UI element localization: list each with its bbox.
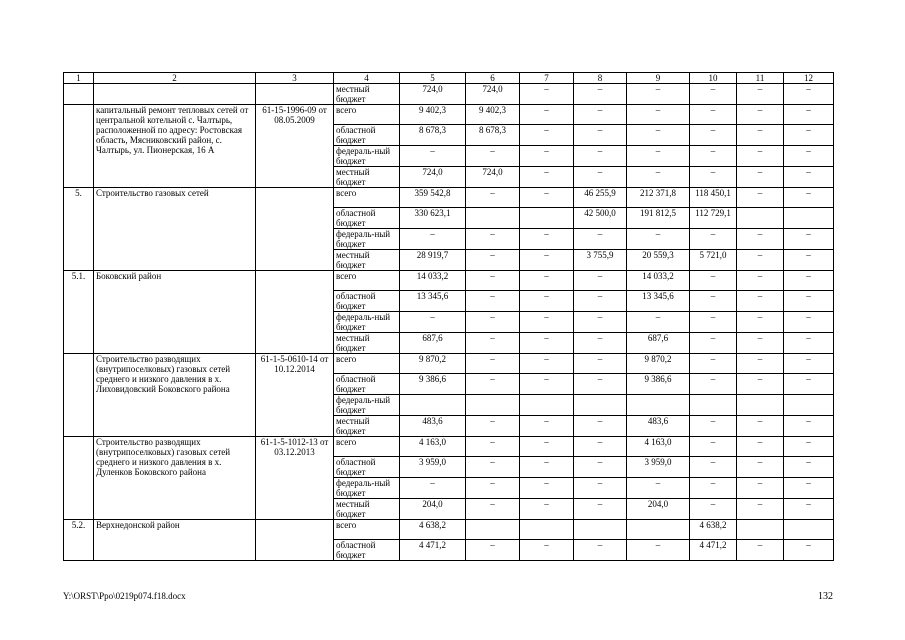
value-cell: – [466, 291, 520, 312]
value-cell [627, 520, 690, 540]
value-cell: – [784, 250, 834, 271]
value-cell: – [466, 499, 520, 520]
value-cell: – [574, 333, 627, 354]
header-row [64, 73, 834, 84]
value-cell: – [520, 271, 574, 291]
budget-type: областной бюджет [334, 540, 400, 561]
table-row [64, 520, 834, 540]
item-name: капитальный ремонт тепловых сетей от центральной котельной с. Чалтырь, расположенной по адресу: Ростовская область, Мясниковский район, с. Чалтырь, ул. Пионерская, 16 А [94, 105, 256, 188]
value-cell: 46 255,9 [574, 188, 627, 208]
value-cell: 42 500,0 [574, 208, 627, 229]
column-header: 8 [574, 73, 627, 84]
value-cell: – [690, 416, 737, 437]
value-cell [784, 208, 834, 229]
value-cell: – [627, 478, 690, 499]
value-cell: 112 729,1 [690, 208, 737, 229]
value-cell: – [520, 457, 574, 478]
value-cell: – [737, 250, 784, 271]
value-cell: 9 402,3 [466, 105, 520, 125]
value-cell [737, 208, 784, 229]
item-name: Строительство разводящих (внутрипоселковых) газовых сетей среднего и низкого давления в х. Лиховидовский Боковского района [94, 354, 256, 437]
value-cell: – [520, 540, 574, 561]
value-cell: – [574, 312, 627, 333]
value-cell: – [466, 478, 520, 499]
budget-type: местный бюджет [334, 167, 400, 188]
value-cell: – [627, 312, 690, 333]
value-cell: – [466, 146, 520, 167]
value-cell: – [466, 229, 520, 250]
column-header: 7 [520, 73, 574, 84]
item-number [64, 84, 94, 105]
value-cell: 3 959,0 [400, 457, 466, 478]
column-header: 4 [334, 73, 400, 84]
value-cell: 212 371,8 [627, 188, 690, 208]
value-cell: – [520, 499, 574, 520]
value-cell: 4 638,2 [400, 520, 466, 540]
value-cell: – [737, 271, 784, 291]
value-cell: – [690, 291, 737, 312]
budget-type: местный бюджет [334, 416, 400, 437]
value-cell: – [627, 540, 690, 561]
value-cell: – [737, 125, 784, 146]
value-cell: – [784, 84, 834, 105]
value-cell: 14 033,2 [400, 271, 466, 291]
value-cell: – [737, 167, 784, 188]
column-header: 5 [400, 73, 466, 84]
column-header: 3 [256, 73, 334, 84]
value-cell: 687,6 [400, 333, 466, 354]
value-cell: – [737, 499, 784, 520]
budget-type: федераль-ный бюджет [334, 478, 400, 499]
value-cell: – [627, 105, 690, 125]
value-cell: – [400, 312, 466, 333]
value-cell: – [520, 291, 574, 312]
value-cell: – [466, 416, 520, 437]
value-cell: – [574, 291, 627, 312]
value-cell: – [690, 84, 737, 105]
item-number: 5. [64, 188, 94, 271]
value-cell [574, 395, 627, 416]
value-cell: – [737, 291, 784, 312]
value-cell: 724,0 [400, 84, 466, 105]
value-cell: 8 678,3 [466, 125, 520, 146]
value-cell: – [520, 84, 574, 105]
value-cell: – [784, 437, 834, 457]
value-cell: – [520, 374, 574, 395]
value-cell: – [574, 271, 627, 291]
budget-type: федераль-ный бюджет [334, 229, 400, 250]
value-cell [784, 395, 834, 416]
value-cell: – [784, 478, 834, 499]
budget-type: местный бюджет [334, 84, 400, 105]
value-cell: – [400, 229, 466, 250]
value-cell: – [690, 478, 737, 499]
value-cell: 4 638,2 [690, 520, 737, 540]
value-cell: – [690, 333, 737, 354]
value-cell: 204,0 [627, 499, 690, 520]
column-header: 12 [784, 73, 834, 84]
value-cell: – [690, 167, 737, 188]
value-cell: – [520, 125, 574, 146]
value-cell: – [784, 354, 834, 374]
value-cell: – [784, 125, 834, 146]
value-cell: – [400, 146, 466, 167]
value-cell: 724,0 [466, 167, 520, 188]
value-cell: – [627, 167, 690, 188]
value-cell: – [784, 271, 834, 291]
item-name: Боковский район [94, 271, 256, 354]
budget-type: местный бюджет [334, 333, 400, 354]
value-cell: 20 559,3 [627, 250, 690, 271]
value-cell: – [574, 499, 627, 520]
item-number [64, 437, 94, 520]
value-cell: 687,6 [627, 333, 690, 354]
value-cell: 13 345,6 [400, 291, 466, 312]
value-cell: – [690, 312, 737, 333]
value-cell: – [784, 333, 834, 354]
value-cell: – [574, 416, 627, 437]
item-code [256, 520, 334, 561]
value-cell: – [737, 312, 784, 333]
item-code: 61-15-1996-09 от 08.05.2009 [256, 105, 334, 188]
value-cell: – [690, 271, 737, 291]
budget-type: всего [334, 354, 400, 374]
value-cell: 724,0 [400, 167, 466, 188]
budget-type: всего [334, 188, 400, 208]
value-cell: – [784, 146, 834, 167]
value-cell: – [466, 312, 520, 333]
value-cell: – [737, 437, 784, 457]
value-cell [784, 520, 834, 540]
value-cell: – [520, 478, 574, 499]
value-cell: 9 870,2 [400, 354, 466, 374]
value-cell: – [627, 229, 690, 250]
table-row [64, 354, 834, 374]
value-cell: – [690, 499, 737, 520]
value-cell: – [784, 540, 834, 561]
value-cell: – [627, 125, 690, 146]
value-cell: – [574, 125, 627, 146]
budget-type: областной бюджет [334, 125, 400, 146]
value-cell: 9 870,2 [627, 354, 690, 374]
value-cell: – [574, 229, 627, 250]
value-cell: – [784, 291, 834, 312]
value-cell: – [466, 437, 520, 457]
item-number [64, 354, 94, 437]
value-cell: – [784, 188, 834, 208]
value-cell: – [737, 478, 784, 499]
item-name: Строительство разводящих (внутрипоселковых) газовых сетей среднего и низкого давления в х. Дуленков Боковского района [94, 437, 256, 520]
item-code: 61-1-5-0610-14 от 10.12.2014 [256, 354, 334, 437]
value-cell: – [520, 105, 574, 125]
value-cell: 204,0 [400, 499, 466, 520]
value-cell: 9 386,6 [627, 374, 690, 395]
budget-table [63, 72, 834, 561]
value-cell: – [690, 229, 737, 250]
value-cell: – [466, 333, 520, 354]
value-cell: – [466, 540, 520, 561]
value-cell: – [737, 84, 784, 105]
value-cell: – [737, 105, 784, 125]
value-cell: – [520, 416, 574, 437]
value-cell: 359 542,8 [400, 188, 466, 208]
document-table-area [63, 72, 833, 582]
value-cell: 28 919,7 [400, 250, 466, 271]
budget-type: всего [334, 437, 400, 457]
table-row [64, 105, 834, 125]
value-cell: – [737, 188, 784, 208]
table-row [64, 437, 834, 457]
value-cell: – [737, 416, 784, 437]
value-cell: 118 450,1 [690, 188, 737, 208]
value-cell: 3 959,0 [627, 457, 690, 478]
value-cell [520, 208, 574, 229]
value-cell: – [737, 354, 784, 374]
value-cell: – [574, 478, 627, 499]
column-header: 9 [627, 73, 690, 84]
value-cell: – [627, 84, 690, 105]
value-cell: – [520, 437, 574, 457]
value-cell: – [737, 146, 784, 167]
item-name [94, 84, 256, 105]
column-header: 2 [94, 73, 256, 84]
value-cell: – [784, 167, 834, 188]
value-cell [466, 395, 520, 416]
value-cell [690, 395, 737, 416]
value-cell [400, 395, 466, 416]
value-cell: – [737, 540, 784, 561]
value-cell: – [520, 312, 574, 333]
value-cell: – [574, 167, 627, 188]
column-header: 1 [64, 73, 94, 84]
table-row [64, 271, 834, 291]
value-cell: 9 386,6 [400, 374, 466, 395]
value-cell: – [574, 374, 627, 395]
value-cell: – [574, 84, 627, 105]
value-cell: – [520, 354, 574, 374]
value-cell: – [466, 457, 520, 478]
value-cell: – [690, 457, 737, 478]
value-cell: – [574, 437, 627, 457]
value-cell: 191 812,5 [627, 208, 690, 229]
value-cell: – [520, 188, 574, 208]
budget-type: всего [334, 520, 400, 540]
value-cell: – [574, 105, 627, 125]
value-cell: 4 163,0 [400, 437, 466, 457]
value-cell: – [466, 354, 520, 374]
value-cell: – [690, 146, 737, 167]
value-cell: 483,6 [400, 416, 466, 437]
value-cell: – [690, 105, 737, 125]
budget-type: всего [334, 105, 400, 125]
value-cell: 5 721,0 [690, 250, 737, 271]
value-cell: – [466, 250, 520, 271]
value-cell: – [690, 437, 737, 457]
value-cell: – [690, 354, 737, 374]
value-cell: – [737, 457, 784, 478]
value-cell: – [574, 457, 627, 478]
item-number: 5.2. [64, 520, 94, 561]
value-cell [466, 520, 520, 540]
value-cell [737, 520, 784, 540]
item-code [256, 188, 334, 271]
value-cell: 13 345,6 [627, 291, 690, 312]
value-cell: – [737, 374, 784, 395]
value-cell: – [574, 540, 627, 561]
table-body [64, 84, 834, 561]
item-code: 61-1-5-1012-13 от 03.12.2013 [256, 437, 334, 520]
value-cell: – [784, 105, 834, 125]
value-cell: 4 471,2 [400, 540, 466, 561]
value-cell: – [690, 374, 737, 395]
value-cell: 8 678,3 [400, 125, 466, 146]
value-cell: – [520, 146, 574, 167]
table-header [64, 73, 834, 84]
value-cell: – [400, 478, 466, 499]
value-cell: 9 402,3 [400, 105, 466, 125]
budget-type: местный бюджет [334, 499, 400, 520]
table-row [64, 188, 834, 208]
value-cell: – [784, 416, 834, 437]
item-number [64, 105, 94, 188]
value-cell: – [737, 229, 784, 250]
value-cell: – [690, 125, 737, 146]
column-header: 6 [466, 73, 520, 84]
item-number: 5.1. [64, 271, 94, 354]
value-cell: – [574, 354, 627, 374]
value-cell [520, 520, 574, 540]
value-cell: – [784, 457, 834, 478]
value-cell: 724,0 [466, 84, 520, 105]
item-name: Строительство газовых сетей [94, 188, 256, 271]
column-header: 10 [690, 73, 737, 84]
budget-type: областной бюджет [334, 291, 400, 312]
value-cell: – [784, 499, 834, 520]
table-row [64, 84, 834, 105]
value-cell: – [574, 146, 627, 167]
value-cell [737, 395, 784, 416]
item-name: Верхнедонской район [94, 520, 256, 561]
value-cell: – [784, 312, 834, 333]
footer-file-path: Y:\ORST\Ppo\0219p074.f18.docx [63, 591, 186, 601]
value-cell: 4 471,2 [690, 540, 737, 561]
budget-type: областной бюджет [334, 208, 400, 229]
value-cell: – [466, 271, 520, 291]
value-cell: 4 163,0 [627, 437, 690, 457]
budget-type: федераль-ный бюджет [334, 395, 400, 416]
value-cell: – [737, 333, 784, 354]
budget-type: местный бюджет [334, 250, 400, 271]
value-cell [574, 520, 627, 540]
value-cell [627, 395, 690, 416]
budget-type: областной бюджет [334, 457, 400, 478]
value-cell: – [466, 374, 520, 395]
footer-page-number: 132 [818, 591, 833, 602]
value-cell: – [784, 229, 834, 250]
budget-type: федераль-ный бюджет [334, 312, 400, 333]
value-cell: 483,6 [627, 416, 690, 437]
value-cell: – [520, 167, 574, 188]
value-cell: 330 623,1 [400, 208, 466, 229]
value-cell: – [520, 250, 574, 271]
item-code [256, 271, 334, 354]
value-cell [466, 208, 520, 229]
value-cell: – [466, 188, 520, 208]
value-cell: – [784, 374, 834, 395]
value-cell: – [520, 229, 574, 250]
column-header: 11 [737, 73, 784, 84]
value-cell: 3 755,9 [574, 250, 627, 271]
value-cell: 14 033,2 [627, 271, 690, 291]
budget-type: федераль-ный бюджет [334, 146, 400, 167]
budget-type: всего [334, 271, 400, 291]
item-code [256, 84, 334, 105]
value-cell: – [627, 146, 690, 167]
budget-type: областной бюджет [334, 374, 400, 395]
value-cell: – [520, 333, 574, 354]
value-cell [520, 395, 574, 416]
